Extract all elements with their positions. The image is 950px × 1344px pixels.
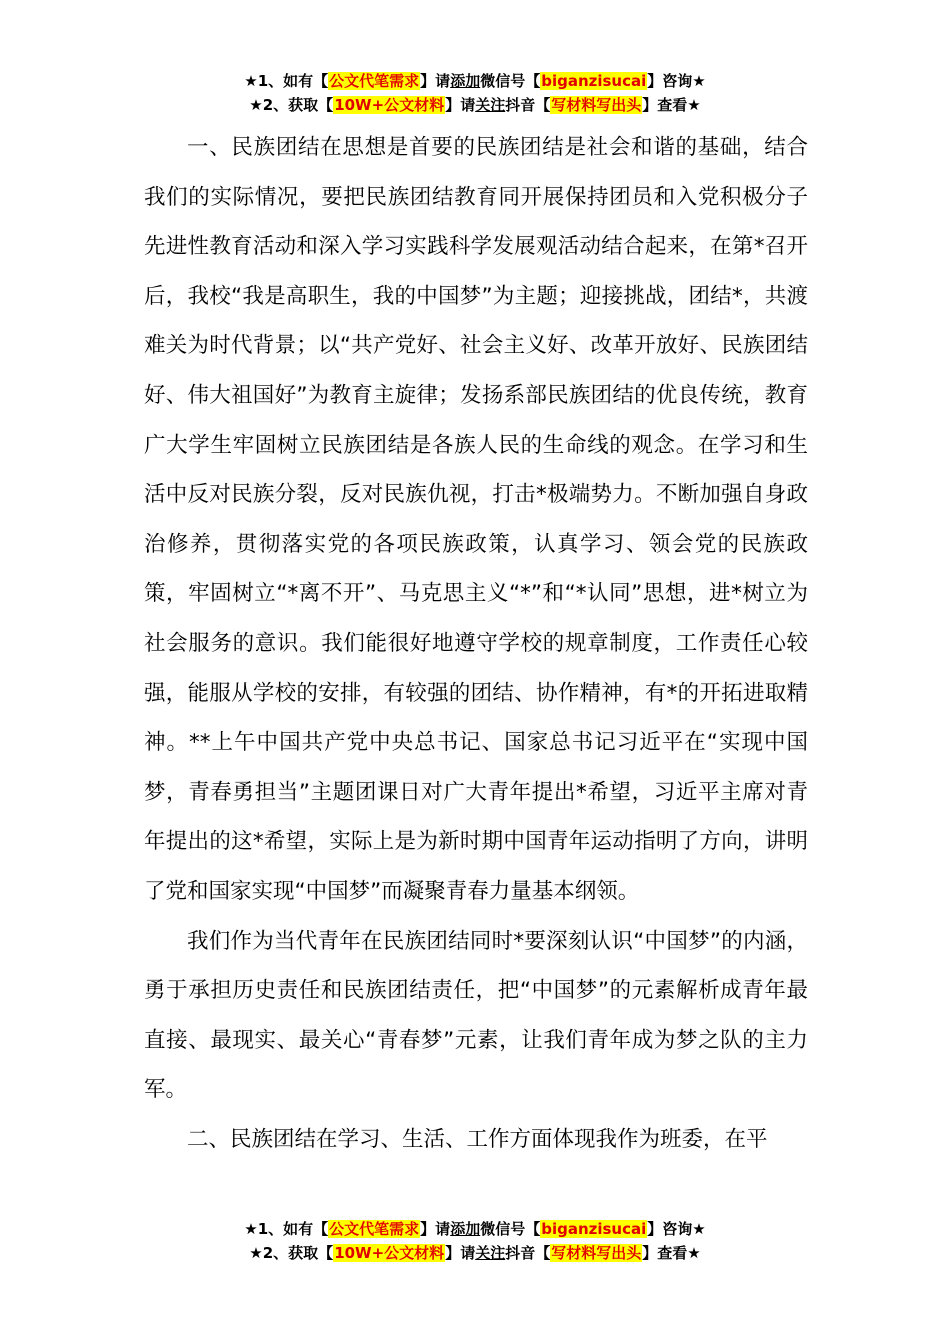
- promo-text: 】查看★: [642, 1244, 701, 1262]
- promo-text: 】请: [420, 1220, 451, 1238]
- highlight-wechat-id: biganzisucai: [541, 72, 647, 90]
- promo-line-1: [0, 1217, 950, 1241]
- paragraph-3: 二、民族团结在学习、生活、工作方面体现我作为班委，在平: [187, 1126, 768, 1152]
- highlight-service: 公文代笔需求: [329, 1220, 420, 1238]
- promo-text: 】请: [445, 96, 476, 114]
- highlight-materials: 10W+公文材料: [334, 1244, 445, 1262]
- promo-text: ★1、如有【: [244, 72, 329, 90]
- promo-line-1: [0, 69, 950, 93]
- paragraph-2: 我们作为当代青年在民族团结同时*要深刻认识“中国梦”的内涵，勇于承担历史责任和民族团结责任，把“中国梦”的元素解析成青年最直接、最现实、最关心“青春梦”元素，让我们青年成为梦之队的主力军。: [144, 928, 808, 1103]
- underline-add: 添加: [450, 72, 481, 90]
- highlight-wechat-id: biganzisucai: [541, 1220, 647, 1238]
- promo-text: 抖音【: [505, 1244, 551, 1262]
- promo-text: ★2、获取【: [249, 1244, 334, 1262]
- promo-text: 】咨询★: [647, 1220, 706, 1238]
- promo-text: 抖音【: [505, 96, 551, 114]
- promo-text: 】请: [420, 72, 451, 90]
- highlight-service: 公文代笔需求: [329, 72, 420, 90]
- promo-line-2: [0, 1241, 950, 1265]
- highlight-douyin: 写材料写出头: [551, 1244, 642, 1262]
- paragraph-1: 一、民族团结在思想是首要的民族团结是社会和谐的基础，结合我们的实际情况，要把民族团结教育同开展保持团员和入党积极分子先进性教育活动和深入学习实践科学发展观活动结合起来，在第*召开后，我校“我是高职生，我的中国梦”为主题；迎接挑战，团结*，共渡难关为时代背景；以“共产党好、社会主义好、改革开放好、民族团结好、伟大祖国好”为教育主旋律；发扬系部民族团结的优良传统，教育广大学生牢固树立民族团结是各族人民的生命线的观念。在学习和生活中反对民族分裂，反对民族仇视，打击*极端势力。不断加强自身政治修养，贯彻落实党的各项民族政策，认真学习、领会党的民族政策，牢固树立“*离不开”、马克思主义“*”和“*认同”思想，进*树立为社会服务的意识。我们能很好地遵守学校的规章制度，工作责任心较强，能服从学校的安排，有较强的团结、协作精神，有*的开拓进取精神。**上午中国共产党中央总书记、国家总书记习近平在“实现中国梦，青春勇担当”主题团课日对广大青年提出*希望，习近平主席对青年提出的这*希望，实际上是为新时期中国青年运动指明了方向，讲明了党和国家实现“中国梦”而凝聚青春力量基本纲领。: [144, 135, 808, 904]
- highlight-douyin: 写材料写出头: [551, 96, 642, 114]
- highlight-materials: 10W+公文材料: [334, 96, 445, 114]
- underline-follow: 关注: [475, 96, 506, 114]
- promo-banner-bottom: [0, 1217, 950, 1265]
- promo-text: 】请: [445, 1244, 476, 1262]
- promo-text: 微信号【: [480, 1220, 541, 1238]
- underline-add: 添加: [450, 1220, 481, 1238]
- document-body: [144, 123, 808, 1164]
- promo-banner-top: [0, 69, 950, 117]
- promo-text: 】查看★: [642, 96, 701, 114]
- promo-line-2: [0, 93, 950, 117]
- underline-follow: 关注: [475, 1244, 506, 1262]
- promo-text: ★2、获取【: [249, 96, 334, 114]
- promo-text: 微信号【: [480, 72, 541, 90]
- promo-text: ★1、如有【: [244, 1220, 329, 1238]
- promo-text: 】咨询★: [647, 72, 706, 90]
